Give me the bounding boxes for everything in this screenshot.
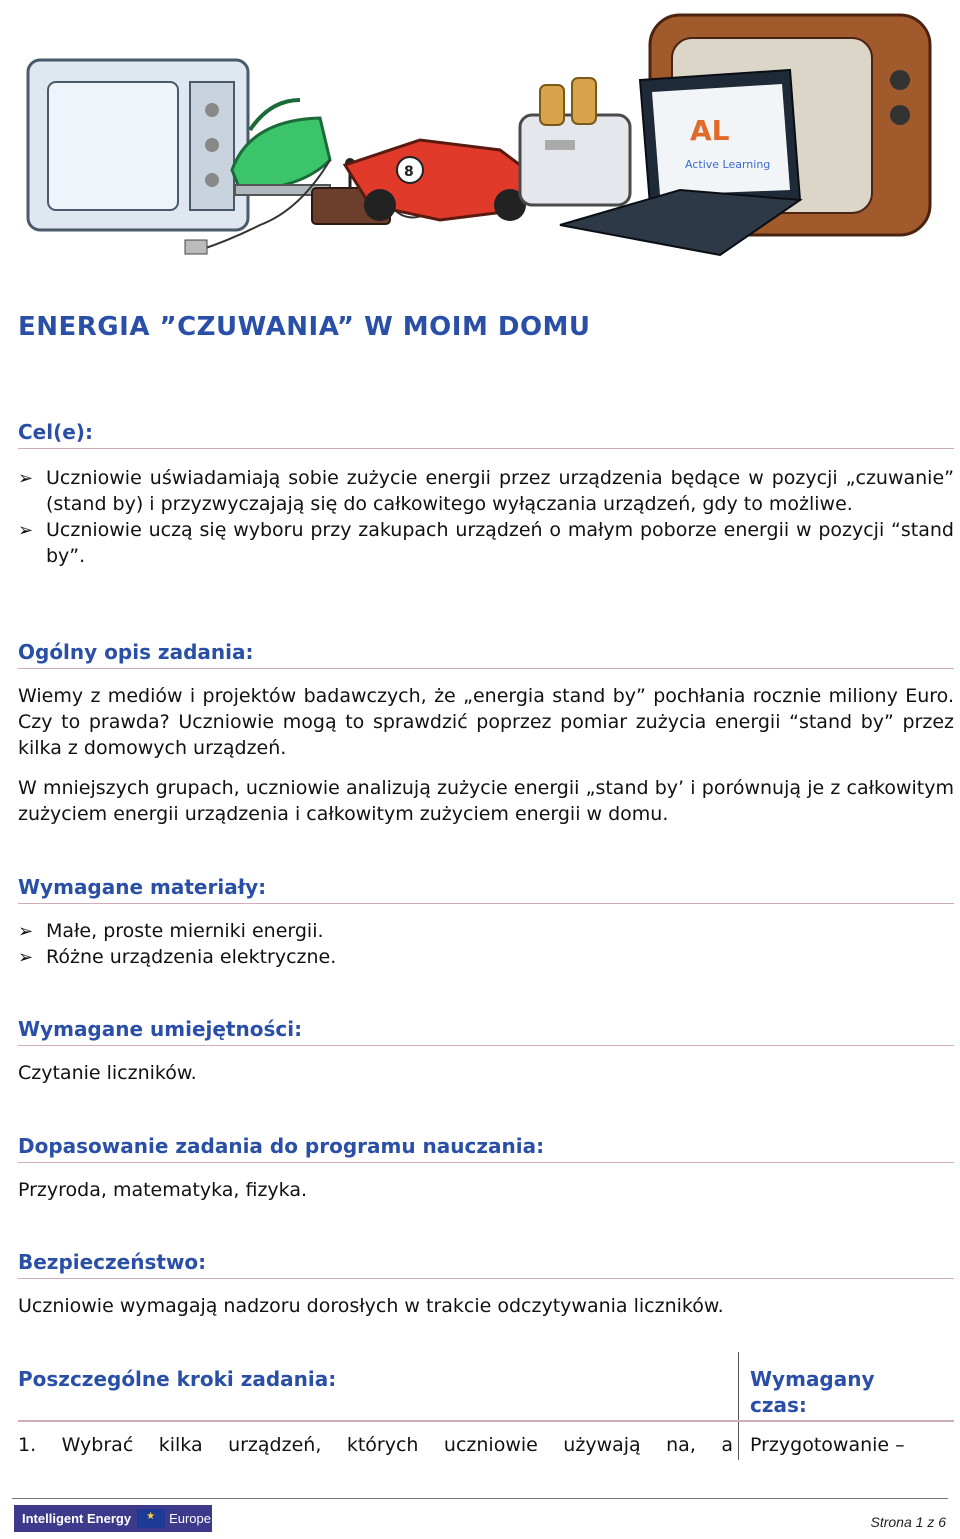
overview-paragraph-1: Wiemy z mediów i projektów badawczych, że „energia stand by” pochłania rocznie miliony Euro. Czy to prawda? Uczniowie mogą to sprawdzić poprzez pomiar zużycia energii “stand by” przez kilka z domowych urządzeń.: [18, 685, 954, 759]
goals-heading: Cel(e):: [18, 420, 954, 449]
arrow-bullet-icon: ➢: [18, 520, 34, 541]
goals-list: [18, 465, 954, 569]
arrow-bullet-icon: ➢: [18, 947, 34, 968]
time-heading-line-2: czas:: [750, 1393, 807, 1417]
page-number: Strona 1 z 6: [870, 1514, 946, 1530]
table-divider: [738, 1352, 739, 1460]
appliances-illustration: [0, 0, 960, 280]
intelligent-energy-logo: [14, 1505, 212, 1532]
skills-section: [18, 1017, 954, 1086]
overview-heading: Ogólny opis zadania:: [18, 640, 954, 669]
document-title: ENERGIA ”CZUWANIA” W MOIM DOMU: [18, 312, 591, 342]
safety-text: Uczniowie wymagają nadzoru dorosłych w trakcie odczytywania liczników.: [18, 1295, 724, 1317]
arrow-bullet-icon: ➢: [18, 468, 34, 489]
logo-eu-text: Europe: [169, 1511, 211, 1526]
curriculum-heading: Dopasowanie zadania do programu nauczania:: [18, 1134, 954, 1163]
skills-heading: Wymagane umiejętności:: [18, 1017, 954, 1046]
svg-text:8: 8: [404, 164, 414, 180]
svg-text:AL: AL: [690, 114, 730, 147]
step-1-text: 1. Wybrać kilka urządzeń, których uczniowie używają na, a: [18, 1434, 733, 1456]
arrow-bullet-icon: ➢: [18, 921, 34, 942]
overview-section: [18, 640, 954, 827]
footer-rule: [12, 1498, 948, 1499]
safety-section: [18, 1250, 954, 1319]
curriculum-text: Przyroda, matematyka, fizyka.: [18, 1179, 308, 1201]
goals-section: [18, 420, 954, 569]
materials-heading: Wymagane materiały:: [18, 875, 954, 904]
step-1-time: Przygotowanie –: [750, 1434, 905, 1456]
steps-heading: Poszczególne kroki zadania:: [18, 1367, 337, 1391]
material-item: ➢ Różne urządzenia elektryczne.: [18, 944, 954, 970]
laptop-logo-text: Active Learning: [685, 158, 771, 171]
goal-item: ➢ Uczniowie uczą się wyboru przy zakupach urządzeń o małym poborze energii w pozycji “stand by”.: [18, 519, 954, 567]
materials-section: [18, 875, 954, 970]
eu-flag-icon: [137, 1509, 165, 1528]
goal-item: ➢ Uczniowie uświadamiają sobie zużycie energii przez urządzenia będące w pozycji „czuwanie” (stand by) i przyzwyczajają się do całkowitego wyłączania urządzeń, gdy to możliwe.: [18, 467, 954, 515]
overview-paragraph-2: W mniejszych grupach, uczniowie analizują zużycie energii „stand by’ i porównują je z całkowitym zużyciem energii urządzenia i całkowitym zużyciem energii w domu.: [18, 777, 954, 825]
time-heading-line-1: Wymagany: [750, 1367, 875, 1391]
table-rule: [18, 1420, 954, 1422]
materials-list: [18, 918, 954, 970]
safety-heading: Bezpieczeństwo:: [18, 1250, 954, 1279]
material-item: ➢ Małe, proste mierniki energii.: [18, 918, 954, 944]
race-car-icon: [345, 140, 540, 221]
microwave-icon: [28, 60, 248, 230]
logo-text: Intelligent Energy: [22, 1511, 132, 1526]
toaster-icon: [520, 78, 630, 205]
curriculum-section: [18, 1134, 954, 1203]
skills-text: Czytanie liczników.: [18, 1062, 197, 1084]
